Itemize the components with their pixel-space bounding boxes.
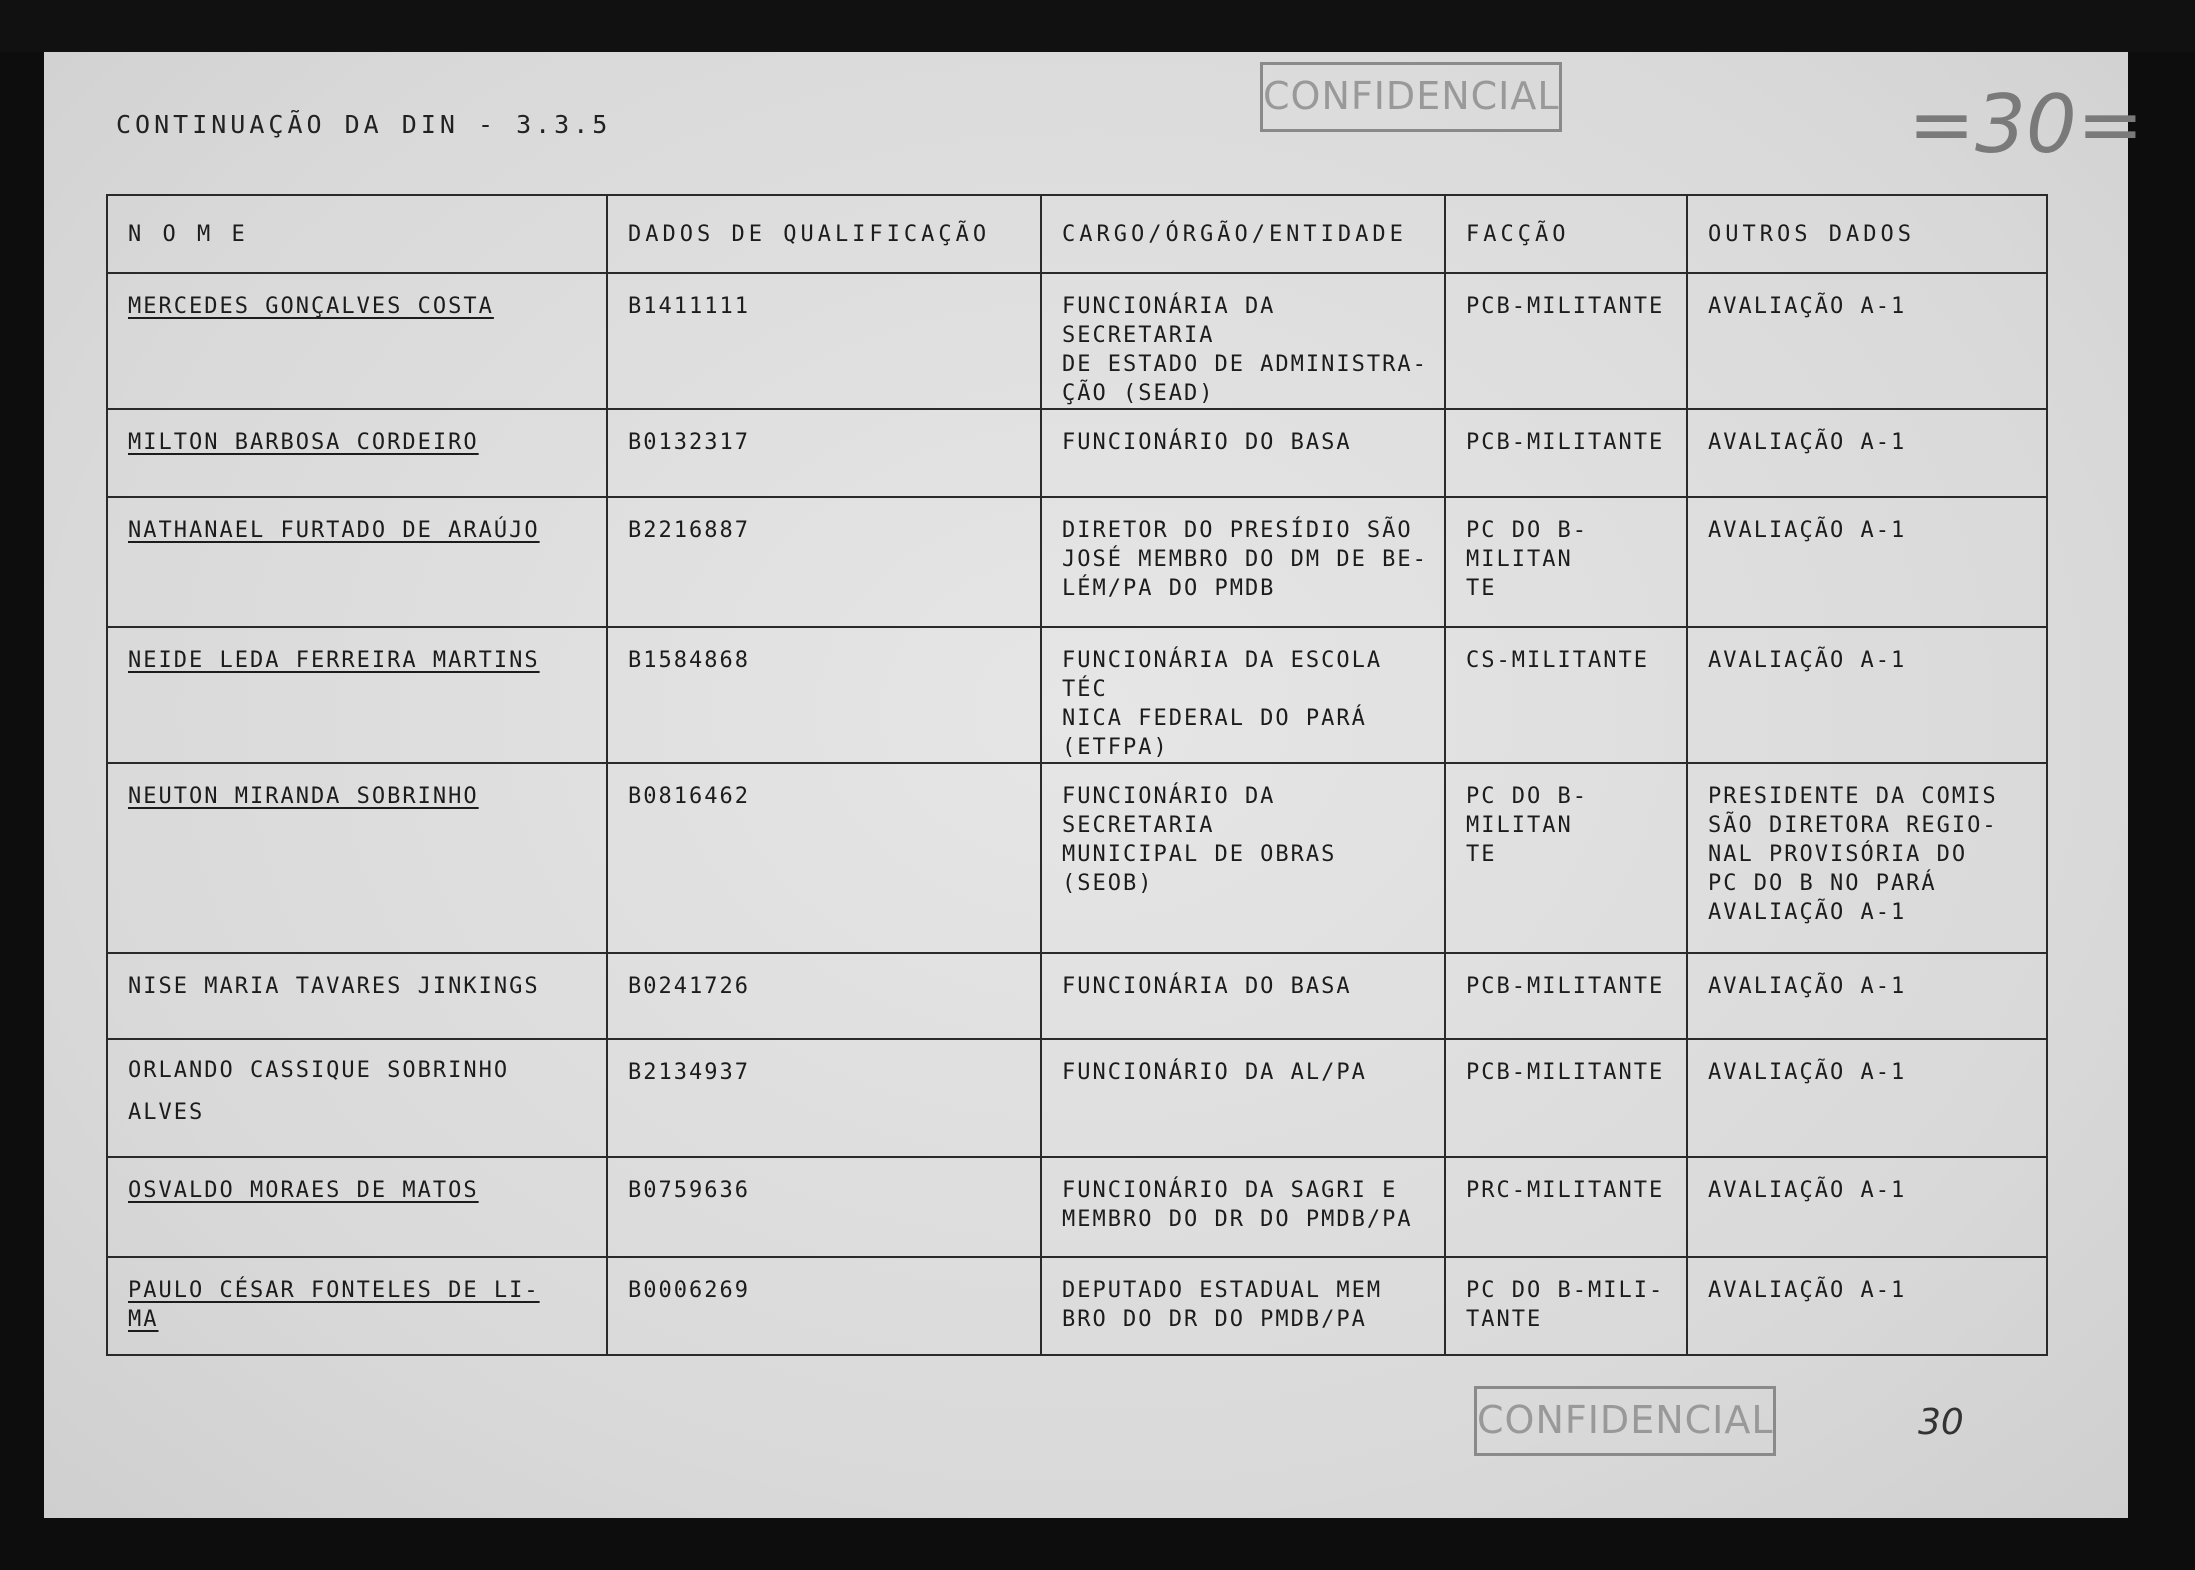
page-mark: =30= <box>1908 78 2144 171</box>
table-row <box>107 273 2047 409</box>
cell-dados: B0132317 <box>607 409 1041 497</box>
cell-faccao: PCB-MILITANTE <box>1445 1039 1687 1157</box>
page-number: 30 <box>1918 1402 1964 1443</box>
confidential-stamp-bottom: CONFIDENCIAL <box>1474 1386 1776 1456</box>
cell-dados: B0816462 <box>607 763 1041 953</box>
cell-faccao: PRC-MILITANTE <box>1445 1157 1687 1257</box>
cell-faccao: PCB-MILITANTE <box>1445 409 1687 497</box>
cell-nome <box>107 273 607 409</box>
cell-faccao: PC DO B-MILITAN TE <box>1445 763 1687 953</box>
person-name: NISE MARIA TAVARES JINKINGS <box>128 974 540 999</box>
person-name: NEUTON MIRANDA SOBRINHO <box>128 784 479 809</box>
cell-dados: B2216887 <box>607 497 1041 627</box>
table-header-row <box>107 195 2047 273</box>
document-title: CONTINUAÇÃO DA DIN - 3.3.5 <box>116 110 612 139</box>
cell-dados: B0241726 <box>607 953 1041 1039</box>
cell-dados: B0006269 <box>607 1257 1041 1355</box>
cell-cargo: FUNCIONÁRIO DA SECRETARIA MUNICIPAL DE OBRAS (SEOB) <box>1041 763 1445 953</box>
cell-outros: AVALIAÇÃO A-1 <box>1687 409 2047 497</box>
cell-outros: PRESIDENTE DA COMIS SÃO DIRETORA REGIO- NAL PROVISÓRIA DO PC DO B NO PARÁ AVALIAÇÃO A-1 <box>1687 763 2047 953</box>
table-row <box>107 497 2047 627</box>
column-header-cargo: CARGO/ÓRGÃO/ENTIDADE <box>1041 195 1445 273</box>
table-row <box>107 953 2047 1039</box>
cell-dados: B1411111 <box>607 273 1041 409</box>
table-row <box>107 1157 2047 1257</box>
cell-cargo: FUNCIONÁRIO DA AL/PA <box>1041 1039 1445 1157</box>
cell-faccao: CS-MILITANTE <box>1445 627 1687 763</box>
column-header-nome: N O M E <box>107 195 607 273</box>
table-row <box>107 1039 2047 1157</box>
cell-nome <box>107 409 607 497</box>
cell-cargo: FUNCIONÁRIA DA SECRETARIA DE ESTADO DE ADMINISTRA- ÇÃO (SEAD) <box>1041 273 1445 409</box>
cell-outros: AVALIAÇÃO A-1 <box>1687 273 2047 409</box>
column-header-faccao: FACÇÃO <box>1445 195 1687 273</box>
cell-faccao: PCB-MILITANTE <box>1445 273 1687 409</box>
cell-dados: B0759636 <box>607 1157 1041 1257</box>
cell-faccao: PC DO B-MILI- TANTE <box>1445 1257 1687 1355</box>
column-header-dados: DADOS DE QUALIFICAÇÃO <box>607 195 1041 273</box>
cell-dados: B2134937 <box>607 1039 1041 1157</box>
cell-cargo: DIRETOR DO PRESÍDIO SÃO JOSÉ MEMBRO DO DM DE BE- LÉM/PA DO PMDB <box>1041 497 1445 627</box>
records-table <box>106 194 2048 1356</box>
cell-dados: B1584868 <box>607 627 1041 763</box>
cell-nome <box>107 1157 607 1257</box>
cell-outros: AVALIAÇÃO A-1 <box>1687 627 2047 763</box>
table-row <box>107 409 2047 497</box>
cell-outros: AVALIAÇÃO A-1 <box>1687 1257 2047 1355</box>
cell-outros: AVALIAÇÃO A-1 <box>1687 497 2047 627</box>
cell-cargo: FUNCIONÁRIA DO BASA <box>1041 953 1445 1039</box>
person-name: NATHANAEL FURTADO DE ARAÚJO <box>128 518 540 543</box>
cell-nome <box>107 1257 607 1355</box>
person-name: PAULO CÉSAR FONTELES DE LI- MA <box>128 1278 540 1332</box>
person-name: ORLANDO CASSIQUE SOBRINHO ALVES <box>128 1058 510 1125</box>
person-name: OSVALDO MORAES DE MATOS <box>128 1178 479 1203</box>
person-name: MERCEDES GONÇALVES COSTA <box>128 294 494 319</box>
cell-cargo: FUNCIONÁRIO DO BASA <box>1041 409 1445 497</box>
cell-outros: AVALIAÇÃO A-1 <box>1687 1157 2047 1257</box>
person-name: NEIDE LEDA FERREIRA MARTINS <box>128 648 540 673</box>
cell-cargo: FUNCIONÁRIA DA ESCOLA TÉC NICA FEDERAL DO PARÁ (ETFPA) <box>1041 627 1445 763</box>
film-frame-edge <box>0 0 2195 52</box>
cell-nome <box>107 1039 607 1157</box>
table-row <box>107 627 2047 763</box>
cell-faccao: PCB-MILITANTE <box>1445 953 1687 1039</box>
cell-nome <box>107 763 607 953</box>
cell-cargo: FUNCIONÁRIO DA SAGRI E MEMBRO DO DR DO PMDB/PA <box>1041 1157 1445 1257</box>
cell-outros: AVALIAÇÃO A-1 <box>1687 1039 2047 1157</box>
table-row <box>107 763 2047 953</box>
column-header-outros: OUTROS DADOS <box>1687 195 2047 273</box>
person-name: MILTON BARBOSA CORDEIRO <box>128 430 479 455</box>
cell-nome <box>107 627 607 763</box>
confidential-stamp-top: CONFIDENCIAL <box>1260 62 1562 132</box>
table-row <box>107 1257 2047 1355</box>
cell-cargo: DEPUTADO ESTADUAL MEM BRO DO DR DO PMDB/PA <box>1041 1257 1445 1355</box>
cell-nome <box>107 953 607 1039</box>
cell-outros: AVALIAÇÃO A-1 <box>1687 953 2047 1039</box>
cell-faccao: PC DO B-MILITAN TE <box>1445 497 1687 627</box>
cell-nome <box>107 497 607 627</box>
